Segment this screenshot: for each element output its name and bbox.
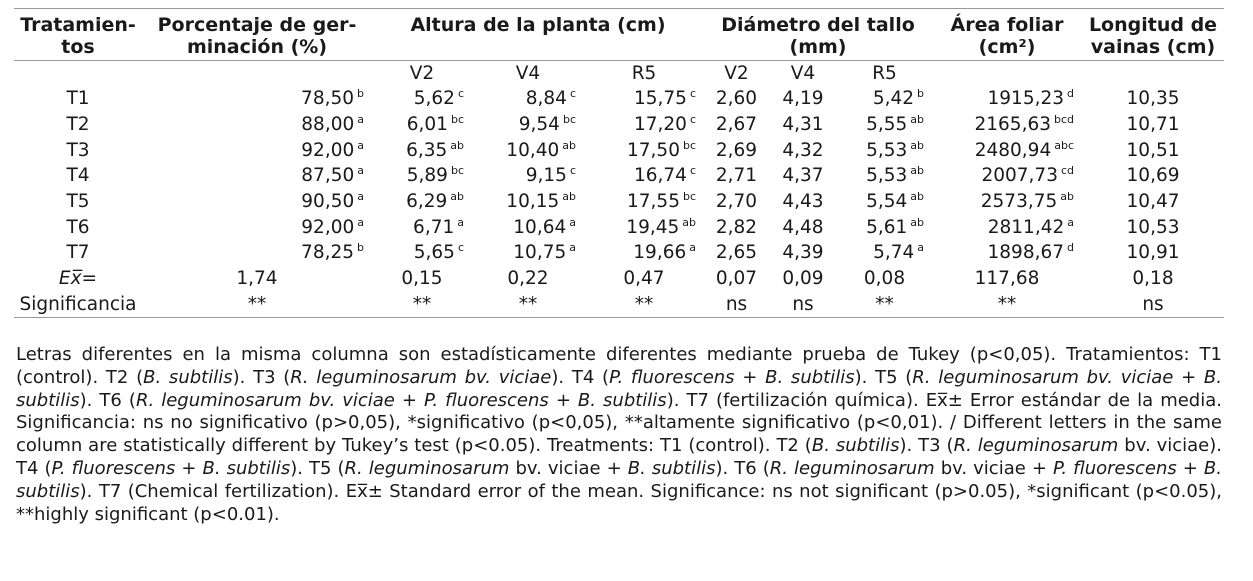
diameter-r5-cell <box>837 163 932 189</box>
diameter-r5-cell-tukey-letter: ab <box>910 215 925 229</box>
height-v2-cell-value: 6,29 <box>406 191 448 213</box>
diameter-v2-cell-value: 2,67 <box>715 114 758 136</box>
height-r5-cell-value: 19,66 <box>633 242 687 264</box>
significance-row-dv2 <box>704 292 769 318</box>
species-name: R. leguminosarum bv. viciae + P. fluorescens + B. subtilis <box>135 389 667 411</box>
diameter-r5-cell-value: 5,42 <box>872 88 915 110</box>
leaf-area-cell <box>932 163 1082 189</box>
height-v2-cell <box>372 214 472 240</box>
germination-cell <box>142 240 372 266</box>
header-stem-diameter: Diámetro del tallo (mm) <box>704 9 932 61</box>
footnote-text: bv. viciae). T4 ( <box>16 435 1222 479</box>
height-v2-cell-tukey-letter: ab <box>450 190 464 204</box>
diameter-r5-cell-tukey-letter: ab <box>910 164 925 178</box>
significance-row-dr5 <box>837 292 932 318</box>
height-v2-cell-tukey-letter: c <box>457 87 464 101</box>
diameter-v4-cell-value: 4,48 <box>782 216 824 238</box>
diameter-r5-cell <box>837 112 932 138</box>
treatment-cell-value: T7 <box>66 242 90 264</box>
leaf-area-cell <box>932 189 1082 215</box>
header-pod-length: Longitud de vainas (cm) <box>1082 9 1224 61</box>
leaf-area-cell-value: 2573,75 <box>980 191 1058 213</box>
leaf-area-cell <box>932 240 1082 266</box>
species-name: B. subtilis <box>811 435 900 457</box>
significance-row-hv2-value: ** <box>412 293 432 315</box>
diameter-r5-cell-tukey-letter: ab <box>910 190 925 204</box>
treatment-cell <box>14 112 142 138</box>
leaf-area-cell <box>932 214 1082 240</box>
standard-error-row-dv4-value: 0,09 <box>782 268 824 290</box>
footnote-text: ). T6 ( <box>715 457 770 479</box>
height-v4-cell-tukey-letter: bc <box>562 113 576 127</box>
diameter-r5-cell <box>837 189 932 215</box>
height-v2-cell <box>372 86 472 112</box>
height-r5-cell-tukey-letter: bc <box>682 138 696 152</box>
germination-cell <box>142 214 372 240</box>
diameter-r5-cell-value: 5,54 <box>866 191 908 213</box>
significance-row-pod <box>1082 292 1224 318</box>
table-row <box>14 112 1224 138</box>
diameter-v2-cell <box>704 137 769 163</box>
footnote-text: ). T5 ( <box>854 366 913 388</box>
leaf-area-cell <box>932 137 1082 163</box>
pod-length-cell-value: 10,91 <box>1126 242 1180 264</box>
diameter-r5-cell-tukey-letter: ab <box>910 138 925 152</box>
diameter-v4-cell-value: 4,19 <box>782 88 824 110</box>
pod-length-cell-value: 10,35 <box>1126 88 1180 110</box>
treatment-cell-value: T3 <box>66 139 90 161</box>
pod-length-cell <box>1082 240 1224 266</box>
height-v4-cell-value: 10,40 <box>506 139 560 161</box>
height-v2-cell-value: 6,01 <box>406 114 448 136</box>
height-v4-cell-value: 8,84 <box>525 88 567 110</box>
height-v2-cell-value: 5,89 <box>406 165 448 187</box>
diameter-v4-cell <box>769 189 837 215</box>
pod-length-cell-value: 10,51 <box>1126 139 1180 161</box>
header-leaf-area: Área foliar (cm²) <box>932 9 1082 61</box>
height-v2-cell <box>372 112 472 138</box>
standard-error-row-hv4-value: 0,22 <box>507 268 549 290</box>
diameter-v2-cell-value: 2,69 <box>715 139 758 161</box>
leaf-area-cell-tukey-letter: abc <box>1054 138 1075 152</box>
height-v4-cell <box>472 112 584 138</box>
table-row <box>14 240 1224 266</box>
diameter-r5-cell-value: 5,53 <box>866 139 908 161</box>
leaf-area-cell-tukey-letter: d <box>1067 241 1075 255</box>
diameter-v2-cell <box>704 163 769 189</box>
significance-row-hr5 <box>584 292 704 318</box>
footnote-text: bv. viciae + <box>934 457 1053 479</box>
leaf-area-cell-value: 1898,67 <box>987 242 1065 264</box>
pod-length-cell-value: 10,69 <box>1126 165 1180 187</box>
standard-error-row-area-value: 117,68 <box>974 268 1040 290</box>
leaf-area-cell <box>932 112 1082 138</box>
treatment-cell <box>14 163 142 189</box>
standard-error-row-germ <box>142 266 372 292</box>
leaf-area-cell-tukey-letter: bcd <box>1054 113 1075 127</box>
treatment-cell <box>14 86 142 112</box>
standard-error-row-dv2 <box>704 266 769 292</box>
height-r5-cell-tukey-letter: c <box>689 164 696 178</box>
height-v4-cell-tukey-letter: a <box>569 215 576 229</box>
height-r5-cell-tukey-letter: a <box>689 241 696 255</box>
table-row <box>14 163 1224 189</box>
significance-row-dr5-value: ** <box>875 293 894 315</box>
germination-cell-value: 87,50 <box>301 165 355 187</box>
diameter-v4-cell <box>769 112 837 138</box>
diameter-r5-cell <box>837 86 932 112</box>
footnote-text: ). T3 ( <box>899 435 954 457</box>
table-footnote <box>16 344 1222 526</box>
height-v2-cell <box>372 137 472 163</box>
height-v2-cell-value: 5,62 <box>413 88 455 110</box>
species-name: R. leguminosarum <box>953 435 1119 457</box>
significance-row-hv2 <box>372 292 472 318</box>
species-name: R. leguminosarum <box>344 457 510 479</box>
header-plant-height: Altura de la planta (cm) <box>372 9 704 61</box>
standard-error-row-hr5-value: 0,47 <box>623 268 665 290</box>
diameter-v2-cell-value: 2,71 <box>715 165 758 187</box>
germination-cell <box>142 163 372 189</box>
significance-row-germ <box>142 292 372 318</box>
standard-error-row <box>14 266 1224 292</box>
species-name: B. subtilis <box>627 457 716 479</box>
height-v4-cell <box>472 240 584 266</box>
diameter-v2-cell-value: 2,70 <box>715 191 758 213</box>
subheader-height-r5: R5 <box>584 61 704 87</box>
treatment-cell <box>14 214 142 240</box>
standard-error-row-dv4 <box>769 266 837 292</box>
diameter-v4-cell <box>769 137 837 163</box>
standard-error-row-dr5 <box>837 266 932 292</box>
leaf-area-cell <box>932 86 1082 112</box>
height-v4-cell-value: 9,15 <box>525 165 567 187</box>
germination-cell-value: 90,50 <box>301 191 355 213</box>
diameter-v2-cell <box>704 189 769 215</box>
height-v2-cell-value: 5,65 <box>413 242 455 264</box>
germination-cell-tukey-letter: b <box>357 87 364 101</box>
leaf-area-cell-tukey-letter: a <box>1067 215 1075 229</box>
pod-length-cell <box>1082 86 1224 112</box>
significance-row-dv4 <box>769 292 837 318</box>
height-v4-cell <box>472 86 584 112</box>
diameter-r5-cell-tukey-letter: b <box>917 87 925 101</box>
significance-row-pod-value: ns <box>1142 293 1164 315</box>
diameter-v2-cell <box>704 112 769 138</box>
height-v4-cell-value: 10,15 <box>506 191 560 213</box>
standard-error-row-hv2 <box>372 266 472 292</box>
significance-row-hr5-value: ** <box>634 293 654 315</box>
significance-row-label-value: Significancia <box>19 293 137 315</box>
standard-error-row-hr5 <box>584 266 704 292</box>
diameter-r5-cell-value: 5,53 <box>866 165 908 187</box>
standard-error-row-label <box>14 266 142 292</box>
table-body <box>14 61 1224 318</box>
diameter-r5-cell-value: 5,61 <box>866 216 908 238</box>
height-r5-cell <box>584 214 704 240</box>
standard-error-row-germ-value: 1,74 <box>236 268 278 290</box>
treatment-cell <box>14 137 142 163</box>
height-r5-cell <box>584 240 704 266</box>
height-v2-cell <box>372 163 472 189</box>
leaf-area-cell-tukey-letter: cd <box>1060 164 1075 178</box>
germination-cell-value: 78,50 <box>301 88 355 110</box>
pod-length-cell-value: 10,53 <box>1126 216 1180 238</box>
leaf-area-cell-value: 2007,73 <box>981 165 1058 187</box>
height-v4-cell-tukey-letter: c <box>569 164 576 178</box>
germination-cell <box>142 86 372 112</box>
height-v4-cell-value: 10,64 <box>513 216 567 238</box>
significance-row-hv4 <box>472 292 584 318</box>
treatment-cell <box>14 189 142 215</box>
height-r5-cell <box>584 189 704 215</box>
diameter-v2-cell-value: 2,65 <box>715 242 758 264</box>
species-name: P. fluorescens + B. subtilis <box>609 366 855 388</box>
standard-error-row-hv4 <box>472 266 584 292</box>
treatment-cell-value: T6 <box>66 216 90 238</box>
footnote-text: Letras diferentes en la misma columna son estadísticamente diferentes mediante prueba de Tukey (p<0,05). Tratamientos: T1 (control). T2 ( <box>16 344 1222 388</box>
footnote-text: ). T3 ( <box>232 366 291 388</box>
treatment-cell-value: T2 <box>66 114 90 136</box>
germination-cell-tukey-letter: a <box>357 215 364 229</box>
significance-row-hv4-value: ** <box>518 293 538 315</box>
standard-error-row-dr5-value: 0,08 <box>863 268 906 290</box>
species-name: R. leguminosarum bv. viciae <box>290 366 552 388</box>
diameter-r5-cell-value: 5,55 <box>866 114 908 136</box>
table-row <box>14 86 1224 112</box>
height-r5-cell-value: 17,20 <box>633 114 687 136</box>
standard-error-row-pod-value: 0,18 <box>1132 268 1174 290</box>
diameter-v4-cell-value: 4,39 <box>782 242 824 264</box>
diameter-v2-cell <box>704 86 769 112</box>
diameter-v4-cell <box>769 163 837 189</box>
treatment-cell <box>14 240 142 266</box>
species-name: P. fluorescens + B. subtilis <box>16 457 1222 502</box>
germination-cell-tukey-letter: a <box>357 190 364 204</box>
height-r5-cell-value: 17,50 <box>627 139 680 161</box>
germination-cell-value: 88,00 <box>301 114 355 136</box>
pod-length-cell <box>1082 189 1224 215</box>
height-v4-cell <box>472 163 584 189</box>
height-v4-cell <box>472 214 584 240</box>
subheader-height-v4: V4 <box>472 61 584 87</box>
diameter-r5-cell <box>837 214 932 240</box>
diameter-r5-cell <box>837 137 932 163</box>
standard-error-row-label-value: Ex̅= <box>58 268 98 290</box>
diameter-v2-cell <box>704 240 769 266</box>
subheader-diameter-v4: V4 <box>769 61 837 87</box>
header-germination: Porcentaje de ger- minación (%) <box>142 9 372 61</box>
significance-row-dv2-value: ns <box>725 293 748 315</box>
height-v4-cell <box>472 189 584 215</box>
results-table <box>14 8 1224 318</box>
diameter-r5-cell-value: 5,74 <box>873 242 915 264</box>
height-v2-cell-tukey-letter: c <box>457 241 464 255</box>
diameter-r5-cell-tukey-letter: a <box>917 241 925 255</box>
table-row <box>14 214 1224 240</box>
height-r5-cell-value: 16,74 <box>633 165 687 187</box>
height-v4-cell <box>472 137 584 163</box>
header-treatment: Tratamien- tos <box>14 9 142 61</box>
pod-length-cell <box>1082 214 1224 240</box>
diameter-v2-cell-value: 2,82 <box>715 216 758 238</box>
footnote-text: ). T6 ( <box>79 389 136 411</box>
leaf-area-cell-value: 2480,94 <box>974 139 1052 161</box>
height-r5-cell <box>584 112 704 138</box>
diameter-r5-cell-tukey-letter: ab <box>910 113 925 127</box>
diameter-v4-cell-value: 4,37 <box>782 165 824 187</box>
diameter-v4-cell <box>769 86 837 112</box>
significance-row <box>14 292 1224 318</box>
species-name: B. subtilis <box>143 366 233 388</box>
significance-row-dv4-value: ns <box>792 293 814 315</box>
height-v4-cell-tukey-letter: a <box>569 241 576 255</box>
germination-cell-tukey-letter: a <box>357 138 364 152</box>
germination-cell-tukey-letter: a <box>357 113 364 127</box>
diameter-v2-cell-value: 2,60 <box>715 88 758 110</box>
germination-cell-value: 92,00 <box>301 139 355 161</box>
footnote-text: bv. viciae + <box>509 457 628 479</box>
footnote-text: ). T7 (fertilización química). Ex̅± Error estándar de la media. Significancia: ns no significativo (p>0,05), *significativo (p<0,05), **altamente significativo (p<0,01). / Different letters in the same column are statistically different by Tukey’s test (p<0.05). Treatments: T1 (control). T2 ( <box>16 389 1222 457</box>
significance-row-label <box>14 292 142 318</box>
pod-length-cell <box>1082 163 1224 189</box>
height-r5-cell-value: 19,45 <box>626 216 680 238</box>
leaf-area-cell-value: 2165,63 <box>974 114 1051 136</box>
height-v2-cell <box>372 189 472 215</box>
significance-row-area <box>932 292 1082 318</box>
species-name: P. fluorescens + B. subtilis <box>51 457 291 479</box>
standard-error-row-dv2-value: 0,07 <box>715 268 758 290</box>
germination-cell <box>142 112 372 138</box>
height-v2-cell-tukey-letter: a <box>457 215 464 229</box>
standard-error-row-area <box>932 266 1082 292</box>
subheader-diameter-v2: V2 <box>704 61 769 87</box>
significance-row-germ-value: ** <box>247 293 267 315</box>
diameter-v4-cell <box>769 214 837 240</box>
height-v2-cell-tukey-letter: bc <box>450 164 464 178</box>
footnote-text: ). T4 ( <box>551 366 610 388</box>
height-r5-cell-value: 17,55 <box>627 191 680 213</box>
germination-cell-tukey-letter: a <box>357 164 364 178</box>
diameter-v4-cell <box>769 240 837 266</box>
footnote-text: ). T7 (Chemical fertilization). Ex̅± Standard error of the mean. Significance: ns not significant (p>0.05), *significant (p<0.05), **highly significant (p<0.01). <box>16 480 1222 525</box>
height-v2-cell-value: 6,71 <box>413 216 455 238</box>
germination-cell-tukey-letter: b <box>357 241 364 255</box>
treatment-cell-value: T5 <box>66 191 90 213</box>
height-v2-cell <box>372 240 472 266</box>
significance-row-area-value: ** <box>997 293 1017 315</box>
leaf-area-cell-value: 2811,42 <box>987 216 1065 238</box>
height-r5-cell-tukey-letter: bc <box>682 190 696 204</box>
standard-error-row-pod <box>1082 266 1224 292</box>
leaf-area-cell-tukey-letter: d <box>1067 87 1075 101</box>
height-v4-cell-tukey-letter: c <box>569 87 576 101</box>
footnote-text: ). T5 ( <box>290 457 345 479</box>
germination-cell-value: 92,00 <box>301 216 355 238</box>
height-v2-cell-tukey-letter: bc <box>450 113 464 127</box>
diameter-v4-cell-value: 4,31 <box>782 114 824 136</box>
leaf-area-cell-tukey-letter: ab <box>1060 190 1075 204</box>
treatment-cell-value: T4 <box>66 165 90 187</box>
table-row <box>14 137 1224 163</box>
treatment-cell-value: T1 <box>66 88 90 110</box>
diameter-r5-cell <box>837 240 932 266</box>
germination-cell-value: 78,25 <box>301 242 355 264</box>
table-row <box>14 189 1224 215</box>
height-r5-cell-value: 15,75 <box>633 88 687 110</box>
diameter-v4-cell-value: 4,43 <box>782 191 824 213</box>
height-r5-cell <box>584 137 704 163</box>
height-v4-cell-tukey-letter: ab <box>562 190 576 204</box>
leaf-area-cell-value: 1915,23 <box>987 88 1065 110</box>
pod-length-cell-value: 10,71 <box>1126 114 1180 136</box>
pod-length-cell <box>1082 112 1224 138</box>
height-v4-cell-tukey-letter: ab <box>562 138 576 152</box>
subheader-diameter-r5: R5 <box>837 61 932 87</box>
height-r5-cell <box>584 163 704 189</box>
diameter-v2-cell <box>704 214 769 240</box>
height-r5-cell-tukey-letter: ab <box>682 215 696 229</box>
pod-length-cell-value: 10,47 <box>1126 191 1180 213</box>
height-r5-cell-tukey-letter: c <box>689 87 696 101</box>
standard-error-row-hv2-value: 0,15 <box>401 268 443 290</box>
height-v4-cell-value: 9,54 <box>518 114 560 136</box>
height-v2-cell-value: 6,35 <box>406 139 448 161</box>
germination-cell <box>142 137 372 163</box>
height-r5-cell <box>584 86 704 112</box>
germination-cell <box>142 189 372 215</box>
species-name: R. leguminosarum bv. viciae + B. subtilis <box>16 366 1222 411</box>
subheader-height-v2: V2 <box>372 61 472 87</box>
height-v2-cell-tukey-letter: ab <box>450 138 464 152</box>
height-r5-cell-tukey-letter: c <box>689 113 696 127</box>
diameter-v4-cell-value: 4,32 <box>782 139 824 161</box>
species-name: R. leguminosarum <box>769 457 935 479</box>
pod-length-cell <box>1082 137 1224 163</box>
height-v4-cell-value: 10,75 <box>513 242 567 264</box>
